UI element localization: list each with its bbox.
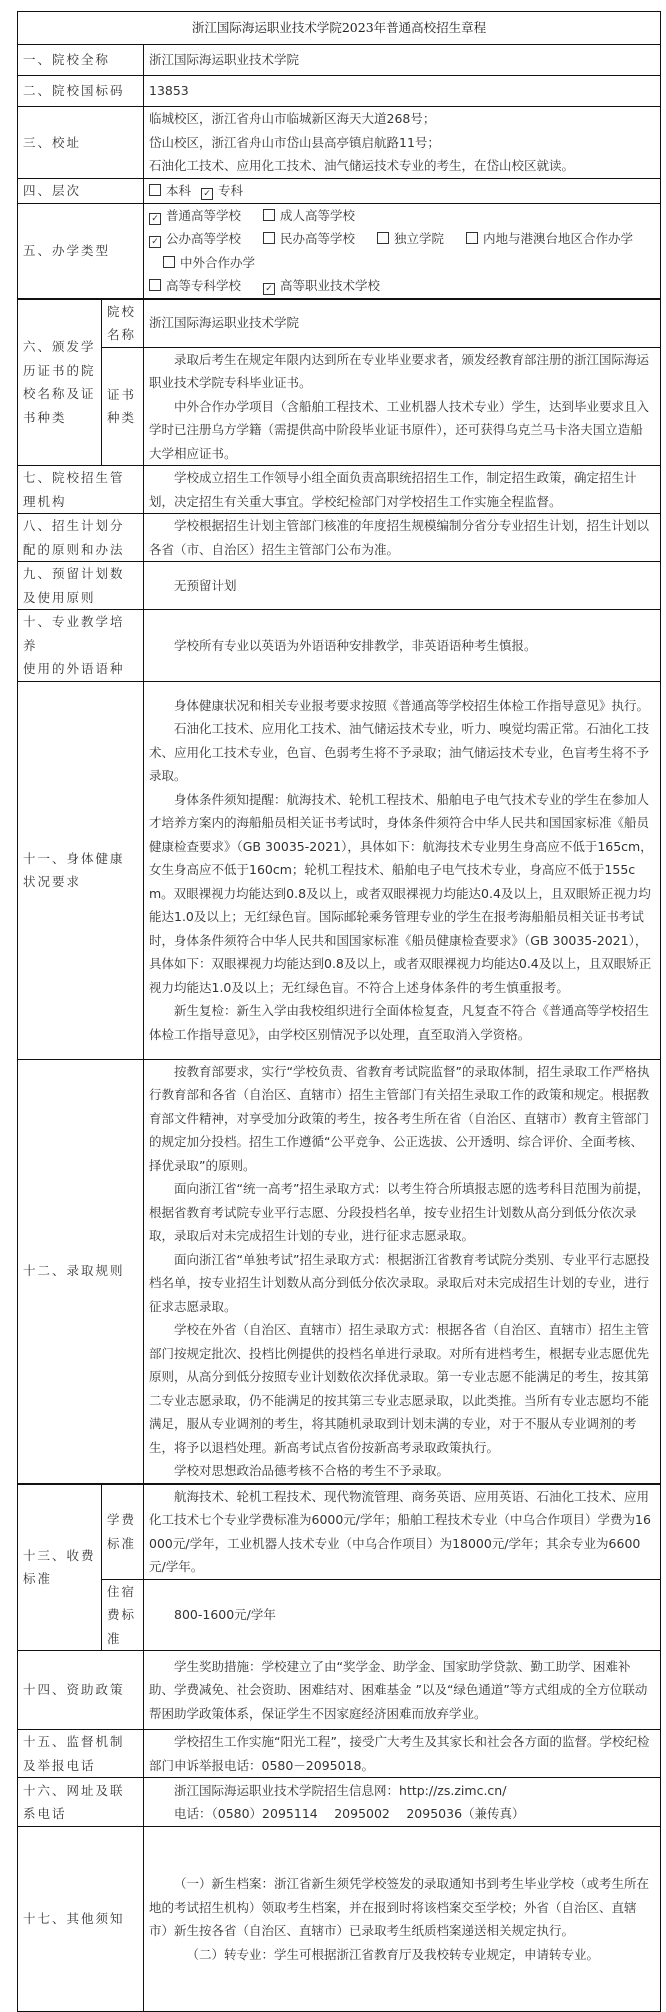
checkbox-checked-icon[interactable]: ✓ — [149, 236, 161, 248]
option-label: 专科 — [218, 182, 244, 198]
sub-label: 院校名称 — [102, 299, 144, 348]
row-label: 十一、身体健康状况要求 — [18, 681, 144, 1059]
row-label: 六、颁发学历证书的院校名称及证书种类 — [18, 299, 102, 466]
row-plan-allocation — [18, 514, 661, 562]
address-line: 石油化工技术、应用化工技术、油气储运技术专业的考生，在岱山校区就读。 — [149, 158, 575, 173]
paragraph: 面向浙江省“单独考试”招生录取方式：根据浙江省教育考试院分类别、专业平行志愿投档名单，按专业招生计划数从高分到低分依次录取。录取后对未完成招生计划的专业，进行征求志愿录取。 — [149, 1251, 650, 1314]
paragraph: 面向浙江省“统一高考”招生录取方式：以考生符合所填报志愿的选考科目范围为前提，根据省教育考试院专业平行志愿、分段投档名单，按专业招生计划数从高分到低分依次录取，录取后对未完成招生计划的专业，进行征求志愿录取。 — [149, 1181, 650, 1243]
option-label: 高等专科学校 — [166, 278, 242, 293]
row-value: 浙江国际海运职业技术学院 — [144, 45, 661, 76]
row-label: 九、预留计划数及使用原则 — [18, 562, 144, 610]
paragraph: 学校在外省（自治区、直辖市）招生录取方式：根据各省（自治区、直辖市）招生主管部门按规定批次、投档比例提供的投档名单进行录取。对所有进档考生，根据专业志愿优先原则，从高分到低分按照专业计划数依次择优录取。第一专业志愿不能满足的考生，按其第二专业志愿录取，仍不能满足的按其第三专业志愿录取，以此类推。当所有专业志愿均不能满足，服从专业调剂的考生，将其随机录取到计划未满的专业，对于不服从专业调剂的考生，将予以退档处理。新高考试点省份按新高考录取政策执行。 — [149, 1322, 650, 1455]
paragraph: 录取后考生在规定年限内达到所在专业毕业要求者，颁发经教育部注册的浙江国际海运职业技术学院专科毕业证书。 — [149, 351, 650, 390]
paragraph: 新生复检：新生入学由我校组织进行全面体检复查，凡复查不符合《普通高等学校招生体检工作指导意见》，由学校区别情况予以处理，直至取消入学资格。 — [149, 1003, 650, 1042]
row-label: 十三、收费标准 — [18, 1484, 102, 1651]
row-accommodation-fee — [18, 1579, 661, 1651]
row-label: 七、院校招生管理机构 — [18, 466, 144, 514]
row-label: 十五、监督机制及举报电话 — [18, 1730, 144, 1778]
row-value: 13853 — [144, 76, 661, 107]
paragraph: 无预留计划 — [174, 577, 237, 593]
row-value — [144, 347, 661, 466]
row-value: 浙江国际海运职业技术学院 — [144, 299, 661, 348]
paragraph: 身体健康状况和相关专业报考要求按照《普通高等学校招生体检工作指导意见》执行。 — [174, 697, 650, 713]
paragraph: 学校成立招生工作领导小组全面负责高职统招招生工作，制定招生政策，确定招生计划，决定招生有关重大事宜。学校纪检部门对学校招生工作实施全程监督。 — [149, 470, 637, 509]
row-label: 四、层次 — [18, 178, 144, 203]
row-value — [144, 178, 661, 203]
row-label: 十、专业教学培养 使用的外语语种 — [18, 610, 144, 682]
option-label: 民办高等学校 — [280, 231, 356, 246]
checkbox-unchecked-icon[interactable] — [149, 184, 161, 196]
paragraph: 航海技术、轮机工程技术、现代物流管理、商务英语、应用英语、石油化工技术、应用化工技术七个专业学费标准为6000元/学年；船舶工程技术专业（中乌合作项目）学费为16000元/学年，工业机器人技术专业（中乌合作项目）为18000元/学年；其余专业为6600元/学年。 — [149, 1488, 651, 1574]
paragraph: 身体条件须知提醒：航海技术、轮机工程技术、船舶电子电气技术专业的学生在参加人才培养方案内的海船船员相关证书考试时，身体条件须符合中华人民共和国国家标准《船员健康检查要求》（GB 30035-2021），具体如下：航海技术专业男生身高应不低于165cm，女生身高应不低于160cm；轮机工程技术、船舶电子电气技术专业，身高应不低于155cm。双眼裸视力均能达到0.8及以上，或者双眼裸视力均能达0.4及以上，且双眼矫正视力均能达1.0及以上；无红绿色盲。国际邮轮乘务管理专业的学生在报考海船船员相关证书考试时，身体条件须符合中华人民共和国国家标准《船员健康检查要求》（GB 30035-2021），具体如下：双眼裸视力均能达到0.8及以上，或者双眼裸视力均能达0.4及以上，且双眼矫正视力均能达1.0及以上；无红绿色盲。不符合上述身体条件的考生慎重报考。 — [149, 791, 653, 995]
sub-label: 证书种类 — [102, 347, 144, 466]
row-school-code — [18, 76, 661, 107]
row-value — [144, 610, 661, 682]
paragraph: 中外合作办学项目（含船舶工程技术、工业机器人技术专业）学生，达到毕业要求且入学时已注册乌方学籍（需提供高中阶段毕业证书原件），还可获得乌克兰马卡洛夫国立造船大学相应证书。 — [149, 398, 650, 461]
paragraph: （二）转专业：学生可根据浙江省教育厅及我校转专业规定，申请转专业。 — [186, 1946, 600, 1962]
row-certificate — [18, 299, 661, 348]
row-value — [144, 1651, 661, 1730]
row-admission-rules — [18, 1059, 661, 1484]
row-label: 十六、网址及联系电话 — [18, 1778, 144, 1827]
row-school-name — [18, 45, 661, 76]
row-value — [144, 1484, 661, 1580]
row-level — [18, 178, 661, 203]
row-foreign-language — [18, 610, 661, 682]
row-value — [144, 1059, 661, 1484]
checkbox-unchecked-icon[interactable] — [163, 256, 175, 268]
document-title: 浙江国际海运职业技术学院2023年普通高校招生章程 — [18, 12, 661, 45]
row-label: 十四、资助政策 — [18, 1651, 144, 1730]
checkbox-checked-icon[interactable]: ✓ — [201, 188, 213, 200]
option-label: 本科 — [166, 182, 192, 198]
row-label: 二、院校国标码 — [18, 76, 144, 107]
row-label: 十二、录取规则 — [18, 1059, 144, 1484]
paragraph: 学校招生工作实施“阳光工程”，接受广大考生及其家长和社会各方面的监督。学校纪检部门申诉举报电话：0580－2095018。 — [149, 1734, 650, 1773]
row-value — [144, 514, 661, 562]
checkbox-unchecked-icon[interactable] — [377, 232, 389, 244]
row-label: 五、办学类型 — [18, 203, 144, 299]
row-value — [144, 681, 661, 1059]
row-value — [144, 1827, 661, 2012]
admissions-charter-table — [17, 11, 661, 2012]
row-tuition — [18, 1484, 661, 1580]
website-label: 浙江国际海运职业技术学院招生信息网： — [174, 1782, 400, 1798]
option-label: 高等职业技术学校 — [280, 278, 381, 293]
row-label: 三、校址 — [18, 107, 144, 179]
paragraph: 学生奖助措施：学校建立了由“奖学金、助学金、国家助学贷款、勤工助学、困难补助、学费减免、社会资助、困难结对、困难基金 ”以及“绿色通道”等方式组成的全方位联动帮困助学政策体系，保证学生不因家庭经济困难而放弃学业。 — [149, 1658, 648, 1721]
row-label: 十七、其他须知 — [18, 1827, 144, 2012]
sub-label: 住宿费标准 — [102, 1579, 144, 1651]
row-value — [144, 1778, 661, 1827]
checkbox-unchecked-icon[interactable] — [149, 279, 161, 291]
option-label: 公办高等学校 — [166, 231, 242, 246]
row-certificate-type — [18, 347, 661, 466]
row-reserved-plan — [18, 562, 661, 610]
option-label: 普通高等学校 — [166, 207, 242, 223]
address-line: 临城校区，浙江省舟山市临城新区海天大道268号； — [149, 111, 436, 126]
address-line: 岱山校区，浙江省舟山市岱山县高亭镇启航路11号； — [149, 134, 440, 150]
row-label: 八、招生计划分配的原则和办法 — [18, 514, 144, 562]
row-value — [144, 107, 661, 179]
option-label: 成人高等学校 — [280, 207, 356, 223]
row-school-type — [18, 203, 661, 299]
row-contact — [18, 1778, 661, 1827]
row-value — [144, 1730, 661, 1778]
website-link[interactable]: http://zs.zimc.cn/ — [399, 1782, 507, 1798]
paragraph: 按教育部要求，实行“学校负责、省教育考试院监督”的录取体制，招生录取工作严格执行教育部和各省（自治区、直辖市）招生主管部门有关招生录取工作的政策和规定。根据教育部文件精神，对享受加分政策的考生，按各考生所在省（自治区、直辖市）教育主管部门的规定加分投档。招生工作遵循“公平竞争、公正选拔、公开透明、综合评价、全面考核、择优录取”的原则。 — [149, 1063, 650, 1173]
paragraph: 学校根据招生计划主管部门核准的年度招生规模编制分省分专业招生计划，招生计划以各省（市、自治区）招生主管部门公布为准。 — [149, 518, 650, 557]
checkbox-unchecked-icon[interactable] — [263, 209, 275, 221]
row-value — [144, 1579, 661, 1651]
checkbox-checked-icon[interactable]: ✓ — [149, 213, 161, 225]
option-label: 独立学院 — [394, 231, 445, 246]
paragraph: 石油化工技术、应用化工技术、油气储运技术专业，听力、嗅觉均需正常。石油化工技术、应用化工技术专业，色盲、色弱考生将不予录取；油气储运技术专业，色盲考生将不予录取。 — [149, 721, 650, 784]
sub-label: 学费标准 — [102, 1484, 144, 1580]
paragraph: （一）新生档案：浙江省新生须凭学校签发的录取通知书到考生毕业学校（或考生所在地的考试招生机构）领取考生档案，并在报到时将该档案交至学校；外省（自治区、直辖市）新生按各省（自治区、直辖市）已录取考生纸质档案递送相关规定执行。 — [149, 1876, 650, 1938]
paragraph: 800-1600元/学年 — [174, 1607, 276, 1622]
checkbox-unchecked-icon[interactable] — [263, 232, 275, 244]
option-label: 内地与港澳台地区合作办学 — [483, 231, 634, 246]
row-health-requirements — [18, 681, 661, 1059]
row-label: 一、院校全称 — [18, 45, 144, 76]
paragraph: 学校所有专业以英语为外语语种安排教学，非英语语种考生慎报。 — [174, 637, 537, 653]
checkbox-unchecked-icon[interactable] — [466, 232, 478, 244]
row-other-notes — [18, 1827, 661, 2012]
row-value — [144, 203, 661, 299]
paragraph: 学校对思想政治品德考核不合格的考生不予录取。 — [174, 1463, 450, 1478]
row-admission-office — [18, 466, 661, 514]
row-supervision — [18, 1730, 661, 1778]
row-value — [144, 466, 661, 514]
checkbox-checked-icon[interactable]: ✓ — [263, 283, 275, 295]
row-financial-aid — [18, 1651, 661, 1730]
row-address — [18, 107, 661, 179]
row-value — [144, 562, 661, 610]
option-label: 中外合作办学 — [180, 254, 256, 270]
phone-numbers: 电话：（0580）2095114 2095002 2095036（兼传真） — [174, 1806, 525, 1821]
